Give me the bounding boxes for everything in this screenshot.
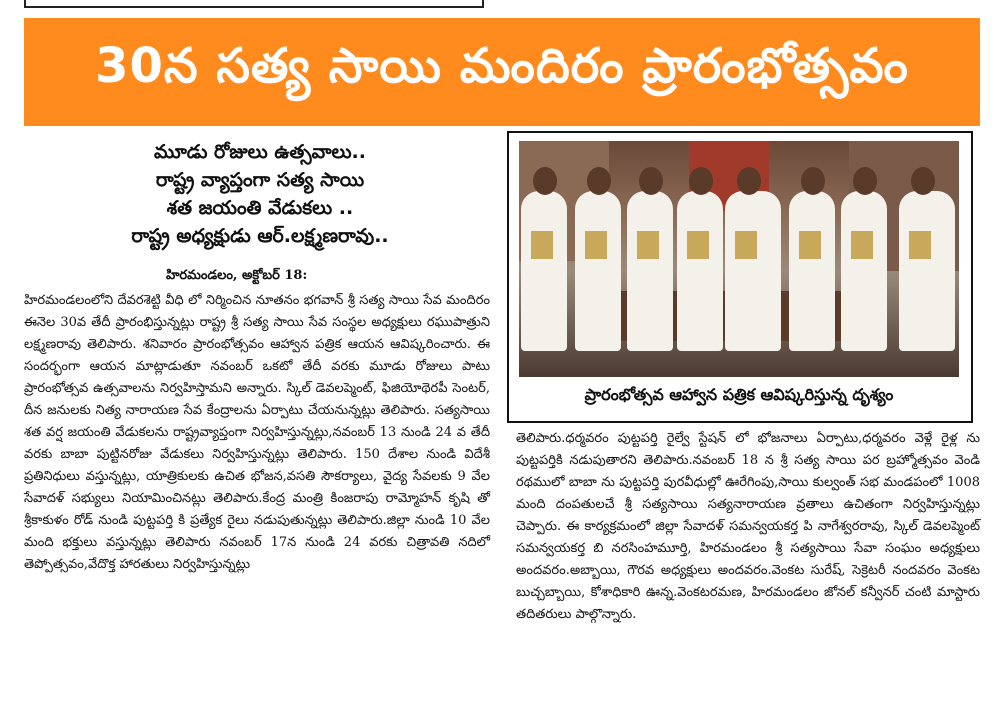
person-4 (677, 191, 723, 351)
photo-caption: ప్రారంభోత్సవ ఆహ్వాన పత్రిక ఆవిష్కరిస్తున్న దృశ్యం (584, 385, 894, 404)
dateline: హిరమండలం, అక్టోబర్ 18: (166, 268, 308, 283)
subheads (40, 138, 480, 250)
person-2 (575, 191, 621, 351)
headline: 30న సత్య సాయి మందిరం ప్రారంభోత్సవం (95, 38, 909, 94)
person-3 (627, 191, 673, 351)
subhead-line-2: రాష్ట్ర వ్యాప్తంగా సత్య సాయి (155, 169, 365, 191)
photo-frame (507, 131, 973, 423)
person-5 (725, 191, 781, 351)
person-6 (789, 191, 835, 351)
previous-article-frame (24, 0, 484, 8)
subhead-line-4: రాష్ట్ర అధ్యక్షుడు ఆర్.లక్ష్మణరావు.. (131, 225, 389, 247)
article-body-right: తెలిపారు.ధర్మవరం పుట్టపర్తి రైల్వే స్టేషన్ లో భోజనాలు ఏర్పాటు,ధర్మవరం వెళ్లే రైళ్ల ను పుట్టపర్తికి నడుపుతారని తెలిపారు.నవంబర్ 18 న శ్రీ సత్య సాయి పర బ్రహ్మోత్సవం వెండి రథములో బాబా ను పుట్టపర్తి పురవీధుల్లో ఊరేగింపు,సాయి కుల్వంత్ సభ మండపంలో 1008 మంది దంపతులచే శ్రీ సత్యసాయి సత్యనారాయణ వ్రతాలు ఉచితంగా నిర్వహిస్తున్నట్లు చెప్పారు. ఈ కార్యక్రమంలో జిల్లా సేవాదళ్ సమన్వయకర్త పి నాగేశ్వరరావు, స్కిల్ డెవలప్మెంట్ సమన్వయకర్త బి నరసింహమూర్తి, హిరమండలం శ్రీ సత్యసాయి సేవా సంఘం అధ్యక్షులు అందవరం.అబ్బాయి, గౌరవ అధ్యక్షులు అందవరం.వెంకట సురేష్, సెక్రెటరీ నందవరం వెంకట బుచ్చబ్బాయి, కోశాధికారి ఊన్న.వెంకటరమణ, హిరమండలం జోనల్ కన్వీనర్ చంటి మాస్టారు తదితరులు పాల్గొన్నారు. (516, 431, 980, 622)
subhead-line-1: మూడు రోజులు ఉత్సవాలు.. (153, 141, 366, 163)
event-photo (519, 141, 959, 377)
headline-banner (24, 18, 980, 126)
person-1 (521, 191, 567, 351)
article-body-left: హిరమండలంలోని దేవరశెట్టి వీధి లో నిర్మించిన నూతనం భగవాన్ శ్రీ సత్య సాయి సేవ మందిరం ఈనెల 30వ తేదీ ప్రారంభిస్తున్నట్లు రాష్ట్ర శ్రీ సత్య సాయి సేవ సంస్థల అధ్యక్షులు రఘుపాత్రుని లక్ష్మణరావు తెలిపారు. శనివారం ప్రారంభోత్సవం ఆహ్వాన పత్రిక ఆయన ఆవిష్కరించారు. ఈ సందర్భంగా ఆయన మాట్లాడుతూ నవంబర్ ఒకటో తేదీ వరకు మూడు రోజులు పాటు ప్రారంభోత్సవ ఉత్సవాలను నిర్వహిస్తామని అన్నారు. స్కిల్ డెవలప్మెంట్, ఫిజియోథెరపీ సెంటర్, దీన జనులకు నిత్య నారాయణ సేవ కేంద్రాలను ఏర్పాటు చేయనున్నట్లు తెలిపారు. సత్యసాయి శత వర్ష జయంతి వేడుకలను రాష్ట్రవ్యాప్తంగా నిర్వహిస్తున్నట్లు,నవంబర్ 13 నుండి 24 వ తేదీ వరకు బాబా పుట్టినరోజు వేడుకలు నిర్వహిస్తున్నట్లు తెలిపారు. 150 దేశాల నుండి విదేశీ ప్రతినిధులు వస్తున్నట్లు, యాత్రికులకు ఉచిత భోజన,వసతి సౌకర్యాలు, వైద్య సేవలకు 9 వేల సేవాదళ్ సభ్యులు నియామించినట్లు తెలిపారు.కేంద్ర మంత్రి కింజరాపు రామ్మోహన్ కృషి తో శ్రీకాకుళం రోడ్ నుండి పుట్టపర్తి కి ప్రత్యేక రైలు నడుపుతున్నట్లు తెలిపారు.జిల్లా నుండి 10 వేల మంది భక్తులు వస్తున్నట్లు తెలిపారు నవంబర్ 17న నుండి 24 వరకు చిత్రావతి నదిలో తెప్పోత్సవం,వేదొక్త హారతులు నిర్వహిస్తున్నట్లు (24, 293, 490, 572)
person-7 (841, 191, 887, 351)
person-8 (899, 191, 955, 351)
subhead-line-3: శత జయంతి వేడుకలు .. (166, 197, 354, 219)
